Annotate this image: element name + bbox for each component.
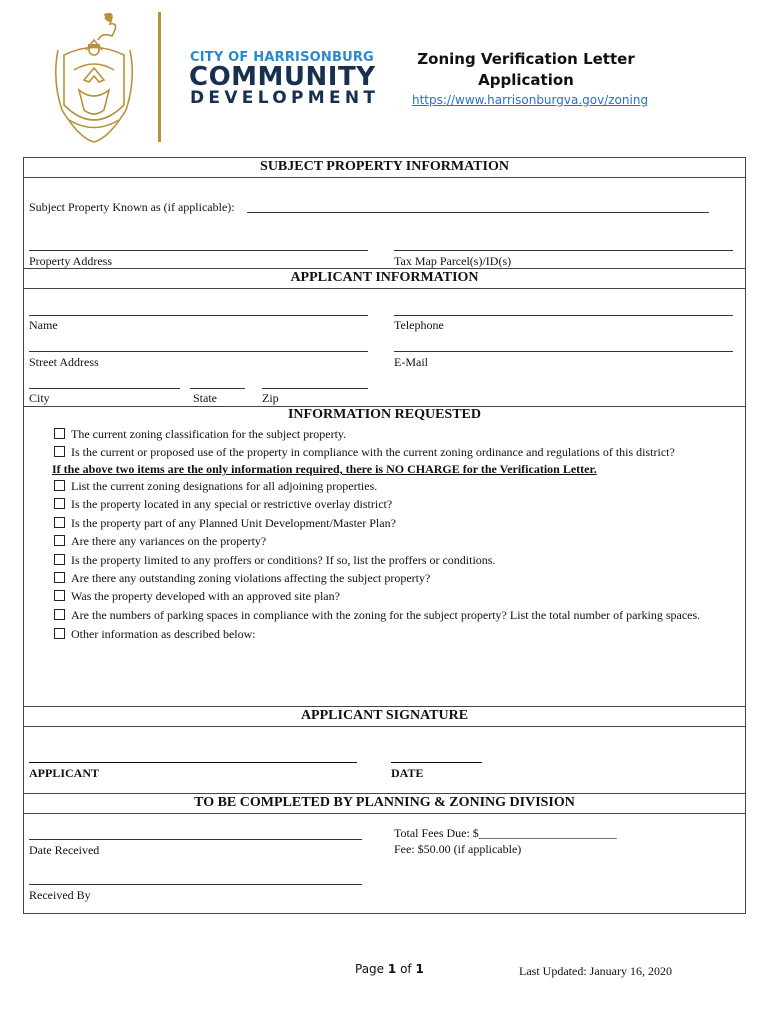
section-divider <box>23 706 746 707</box>
checkbox-label: Is the current or proposed use of the property in compliance with the current zoning ordinance and regulations of this district? <box>71 445 675 459</box>
page-total: 1 <box>415 962 424 976</box>
city-label: City <box>29 391 50 405</box>
section-divider <box>23 793 746 794</box>
form-title-line1: Zoning Verification Letter <box>417 50 635 68</box>
checkbox-item[interactable] <box>54 516 396 531</box>
checkbox[interactable] <box>54 480 65 491</box>
zip-field[interactable] <box>262 388 368 389</box>
applicant-signature-field[interactable] <box>29 762 357 763</box>
checkbox-label: List the current zoning designations for all adjoining properties. <box>71 479 378 493</box>
total-fees-due: Total Fees Due: $_______________________ <box>394 826 617 840</box>
tax-map-field[interactable] <box>394 250 733 251</box>
applicant-signature-heading: APPLICANT SIGNATURE <box>300 708 469 723</box>
logo-community: COMMUNITY <box>189 62 376 92</box>
checkbox-label: Is the property limited to any proffers or conditions? If so, list the proffers or conditions. <box>71 553 496 567</box>
section-divider <box>23 726 746 727</box>
checkbox-item[interactable] <box>54 553 495 568</box>
no-charge-note: If the above two items are the only information required, there is NO CHARGE for the Verification Letter. <box>52 462 597 476</box>
email-label: E-Mail <box>394 355 428 369</box>
last-updated: Last Updated: January 16, 2020 <box>519 964 672 978</box>
page-number <box>355 962 424 976</box>
date-received-field[interactable] <box>29 839 362 840</box>
checkbox[interactable] <box>54 609 65 620</box>
checkbox-label: Is the property located in any special or restrictive overlay district? <box>71 497 393 511</box>
zip-label: Zip <box>262 391 279 405</box>
checkbox-item[interactable] <box>54 571 430 586</box>
logo-harrisonburg-text: HARRISONBURG <box>253 50 374 65</box>
checkbox[interactable] <box>54 572 65 583</box>
checkbox[interactable] <box>54 628 65 639</box>
checkbox[interactable] <box>54 535 65 546</box>
checkbox-item[interactable] <box>54 445 675 460</box>
date-received-label: Date Received <box>29 843 100 857</box>
checkbox[interactable] <box>54 498 65 509</box>
checkbox-item[interactable] <box>54 427 346 442</box>
form-title-line2: Application <box>478 71 574 89</box>
street-address-label: Street Address <box>29 355 99 369</box>
subject-property-heading: SUBJECT PROPERTY INFORMATION <box>260 159 509 174</box>
email-field[interactable] <box>394 351 733 352</box>
street-address-field[interactable] <box>29 351 368 352</box>
city-seal-logo <box>44 10 144 145</box>
checkbox-label: Are the numbers of parking spaces in compliance with the zoning for the subject property? List the total number of parking spaces. <box>71 608 701 622</box>
page-of: of <box>400 962 412 976</box>
header-divider <box>158 12 161 142</box>
section-divider <box>23 268 746 269</box>
checkbox-item[interactable] <box>54 534 266 549</box>
zoning-url-link[interactable]: https://www.harrisonburgva.gov/zoning <box>412 93 649 107</box>
division-heading: TO BE COMPLETED BY PLANNING & ZONING DIVISION <box>194 795 575 810</box>
logo-development: DEVELOPMENT <box>190 88 380 108</box>
telephone-label: Telephone <box>394 318 444 332</box>
fee-note: Fee: $50.00 (if applicable) <box>394 842 522 856</box>
checkbox[interactable] <box>54 517 65 528</box>
section-divider <box>23 813 746 814</box>
telephone-field[interactable] <box>394 315 733 316</box>
checkbox-label: Was the property developed with an approved site plan? <box>71 589 340 603</box>
checkbox-item[interactable] <box>54 627 256 642</box>
section-divider <box>23 177 746 178</box>
name-field[interactable] <box>29 315 368 316</box>
checkbox-label: Other information as described below: <box>71 627 256 641</box>
logo-city-of-text: CITY OF <box>190 50 249 65</box>
info-requested-heading: INFORMATION REQUESTED <box>287 407 482 422</box>
received-by-label: Received By <box>29 888 91 902</box>
page-label: Page <box>355 962 385 976</box>
checkbox-item[interactable] <box>54 497 392 512</box>
checkbox[interactable] <box>54 428 65 439</box>
city-field[interactable] <box>29 388 180 389</box>
name-label: Name <box>29 318 58 332</box>
checkbox-label: Is the property part of any Planned Unit Development/Master Plan? <box>71 516 396 530</box>
tax-map-label: Tax Map Parcel(s)/ID(s) <box>394 254 512 268</box>
known-as-label: Subject Property Known as (if applicable): <box>29 200 235 214</box>
section-divider <box>23 288 746 289</box>
applicant-label: APPLICANT <box>29 766 100 780</box>
checkbox-label: Are there any variances on the property? <box>71 534 267 548</box>
state-label: State <box>193 391 217 405</box>
known-as-field[interactable] <box>247 212 709 213</box>
signature-date-field[interactable] <box>391 762 482 763</box>
checkbox-item[interactable] <box>54 589 340 604</box>
checkbox[interactable] <box>54 554 65 565</box>
page-current: 1 <box>387 962 397 976</box>
property-address-label: Property Address <box>29 254 112 268</box>
applicant-info-heading: APPLICANT INFORMATION <box>290 270 479 285</box>
checkbox-label: The current zoning classification for the subject property. <box>71 427 347 441</box>
checkbox-item[interactable] <box>54 608 700 623</box>
checkbox-item[interactable] <box>54 479 377 494</box>
date-label: DATE <box>391 766 424 780</box>
received-by-field[interactable] <box>29 884 362 885</box>
checkbox[interactable] <box>54 590 65 601</box>
state-field[interactable] <box>190 388 245 389</box>
checkbox[interactable] <box>54 446 65 457</box>
checkbox-label: Are there any outstanding zoning violations affecting the subject property? <box>71 571 431 585</box>
property-address-field[interactable] <box>29 250 368 251</box>
